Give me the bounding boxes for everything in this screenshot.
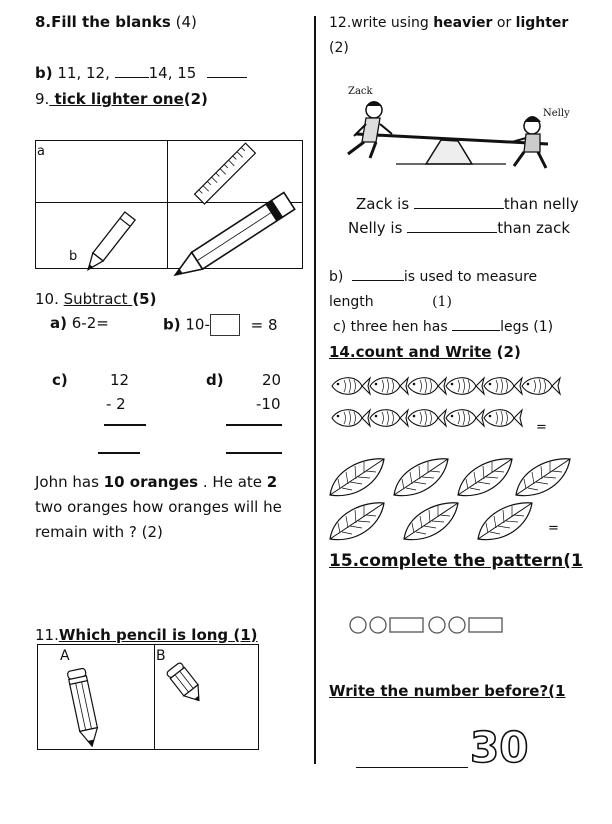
q9-heading xyxy=(35,90,208,108)
pattern-shapes xyxy=(349,613,529,637)
q11-title: Which pencil is long xyxy=(58,626,229,644)
seesaw-name-zack: Zack xyxy=(348,86,373,97)
short-pencil-icon xyxy=(161,659,211,709)
q10c-bottom: - 2 xyxy=(106,395,126,413)
q14-heading xyxy=(329,343,521,361)
seesaw-illustration xyxy=(336,92,576,192)
q11-label-a: A xyxy=(60,648,70,664)
story-line-1 xyxy=(35,473,277,491)
story-text-c: . He ate xyxy=(198,473,267,491)
fish-icon xyxy=(522,378,560,395)
before-answer-blank[interactable] xyxy=(356,766,468,768)
leaf-icon xyxy=(516,459,570,496)
q10d-bottom: -10 xyxy=(256,395,281,413)
leaf-icon xyxy=(478,503,532,540)
pattern-circle xyxy=(370,617,386,633)
leaf-icon xyxy=(458,459,512,496)
measure-marks: (1) xyxy=(432,294,452,310)
q10-marks: (5) xyxy=(132,290,157,308)
q14-marks: (2) xyxy=(491,343,521,361)
measure-text: is used to measure xyxy=(403,269,538,285)
before-heading xyxy=(329,682,565,700)
pattern-rectangle xyxy=(469,618,502,632)
q10c-top: 12 xyxy=(110,371,130,389)
q14-title: 14.count and Write xyxy=(329,343,492,361)
q10a-label: a) xyxy=(50,314,67,332)
pattern-circle xyxy=(350,617,366,633)
q8-heading xyxy=(35,13,197,31)
q12-text-a: 12.write using xyxy=(329,15,434,31)
fish-group xyxy=(330,372,560,442)
q10b-line xyxy=(163,314,278,336)
q9-cell-a[interactable] xyxy=(36,141,168,203)
q10c-answer-line[interactable] xyxy=(98,452,140,454)
zack-sentence xyxy=(356,195,579,213)
hen-post: legs (1) xyxy=(500,319,554,335)
q8b-middle: 14, 15 xyxy=(148,64,197,82)
q10b-label: b) xyxy=(163,315,181,334)
q11-cell-a[interactable] xyxy=(38,645,155,750)
q10a-line xyxy=(50,314,109,332)
q8-number: 8. xyxy=(35,13,52,31)
q10a-expression: 6-2= xyxy=(71,314,109,332)
q12-marks: (2) xyxy=(329,40,349,56)
measure-length: length xyxy=(329,294,374,310)
nelly-post: than zack xyxy=(497,219,571,237)
q8b-label: b) xyxy=(35,64,53,82)
q8-marks: (4) xyxy=(175,13,197,31)
hen-blank[interactable] xyxy=(452,329,500,331)
before-title: Write the number before?(1 xyxy=(329,682,566,700)
measure-line-2 xyxy=(329,294,452,310)
q12-heavier: heavier xyxy=(433,15,493,31)
small-pencil-icon xyxy=(80,205,150,267)
leaf-icon xyxy=(330,459,384,496)
pattern-circle xyxy=(429,617,445,633)
q9-marks: (2) xyxy=(183,90,208,108)
zack-post: than nelly xyxy=(503,195,579,213)
fish-equals: = xyxy=(536,420,547,435)
fish-icon xyxy=(484,410,522,427)
fish-icon xyxy=(370,378,408,395)
before-number: 30 xyxy=(470,723,529,772)
fish-answer-blank[interactable] xyxy=(546,434,576,435)
q10d-label: d) xyxy=(206,371,224,389)
q10-number: 10. xyxy=(35,290,64,308)
hen-pre: c) three hen has xyxy=(333,319,453,335)
q10-title: Subtract xyxy=(63,290,133,308)
nelly-sentence xyxy=(348,219,570,237)
q11-cell-b[interactable] xyxy=(155,645,259,750)
q8b-line xyxy=(35,64,247,82)
ruler-icon xyxy=(190,145,260,205)
seesaw-name-nelly: Nelly xyxy=(543,108,570,119)
nelly-blank[interactable] xyxy=(407,231,497,233)
q10b-answer-box[interactable] xyxy=(210,314,240,336)
nelly-pre: Nelly is xyxy=(348,219,408,237)
story-eaten: 2 xyxy=(266,473,278,491)
q9-table xyxy=(35,140,303,269)
q8b-blank-2[interactable] xyxy=(207,76,247,78)
q10d-answer-line[interactable] xyxy=(226,452,282,454)
measure-blank[interactable] xyxy=(352,279,404,281)
q12-lighter: lighter xyxy=(515,15,569,31)
zack-blank[interactable] xyxy=(414,207,504,209)
measure-label: b) xyxy=(329,269,344,285)
q12-text-c: or xyxy=(492,15,516,31)
q10c-sum-line xyxy=(104,424,146,426)
pattern-rectangle xyxy=(390,618,423,632)
q10b-post: = 8 xyxy=(250,315,278,334)
q10-heading xyxy=(35,290,156,308)
q9-number: 9. xyxy=(35,90,50,108)
q11-heading xyxy=(35,626,258,644)
q8-title: Fill the blanks xyxy=(51,13,171,31)
fish-icon xyxy=(446,378,484,395)
leaf-icon xyxy=(404,503,458,540)
hen-sentence xyxy=(333,319,553,335)
q10d-top: 20 xyxy=(262,371,282,389)
fish-icon xyxy=(332,410,370,427)
q12-heading xyxy=(329,15,568,31)
q10c-label: c) xyxy=(52,371,68,389)
column-divider xyxy=(314,16,316,764)
pattern-circle xyxy=(449,617,465,633)
q15-title: 15.complete the pattern(1 xyxy=(329,551,583,571)
big-pencil-icon xyxy=(172,203,302,269)
story-oranges: 10 oranges xyxy=(103,473,199,491)
fish-icon xyxy=(332,378,370,395)
leaf-group xyxy=(328,455,568,545)
q11-number: 11. xyxy=(35,626,59,644)
fish-icon xyxy=(408,410,446,427)
leaf-icon xyxy=(394,459,448,496)
q9-cell-small-pencil[interactable] xyxy=(36,203,168,269)
q9-label-b: b xyxy=(69,249,78,264)
story-line-3: remain with ? (2) xyxy=(35,523,163,541)
long-pencil-icon xyxy=(64,667,104,749)
q8b-blank-1[interactable] xyxy=(115,76,149,78)
q11-label-b: B xyxy=(156,648,166,664)
q10b-pre: 10- xyxy=(185,315,210,334)
fish-icon xyxy=(446,410,484,427)
zack-pre: Zack is xyxy=(356,195,414,213)
fish-icon xyxy=(484,378,522,395)
measure-line-1 xyxy=(329,269,537,285)
q9-title: tick lighter one xyxy=(49,90,184,108)
q10d-sum-line xyxy=(226,424,282,426)
q9-label-a: a xyxy=(37,144,45,159)
leaf-icon xyxy=(330,503,384,540)
leaf-equals: = xyxy=(548,521,559,536)
q11-table xyxy=(37,644,259,750)
q11-marks: (1) xyxy=(228,626,258,644)
q9-cell-big-pencil[interactable] xyxy=(168,203,303,269)
q8b-sequence: 11, 12, xyxy=(57,64,110,82)
q15-heading xyxy=(329,551,583,571)
story-text-a: John has xyxy=(35,473,104,491)
story-line-2: two oranges how oranges will he xyxy=(35,498,282,516)
fish-icon xyxy=(370,410,408,427)
fish-icon xyxy=(408,378,446,395)
